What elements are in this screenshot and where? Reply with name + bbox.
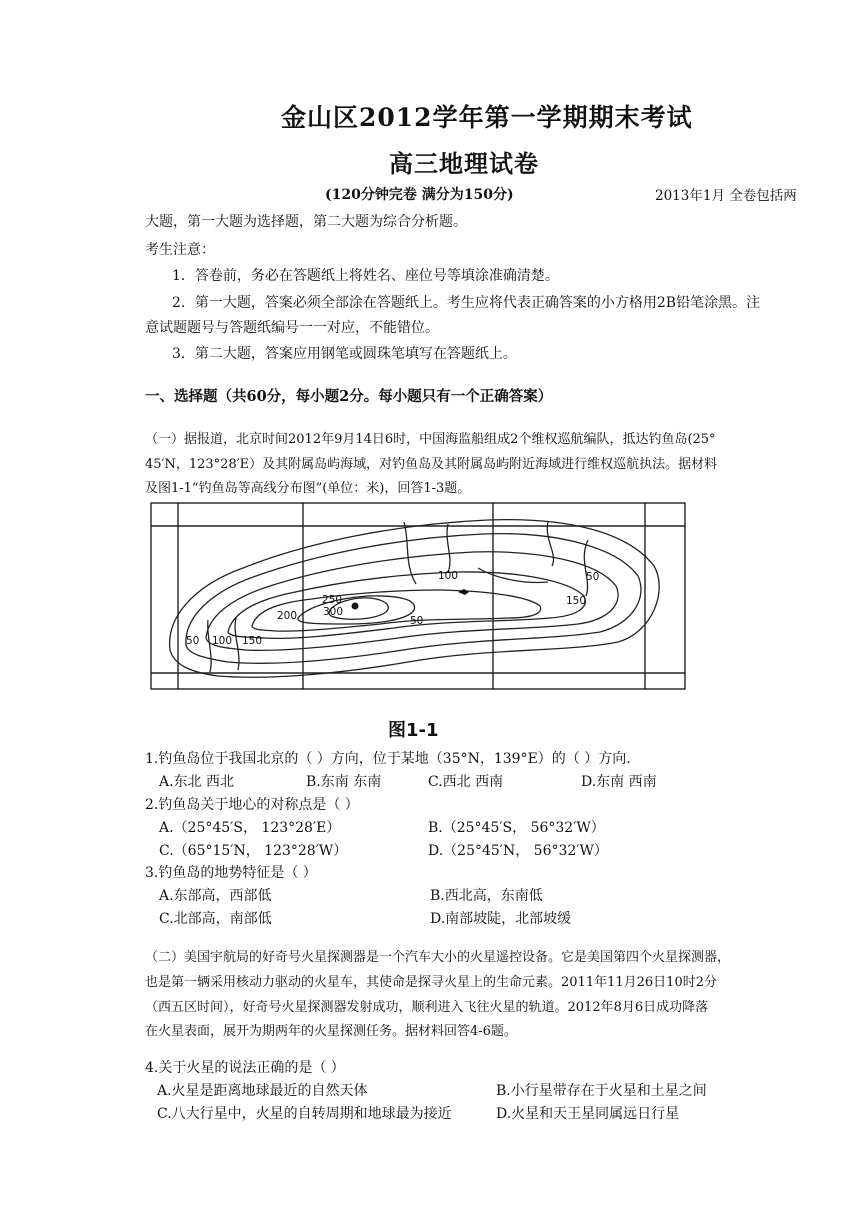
contour-label: 50 [186,635,200,647]
answer-option: D.东南 西南 [581,774,657,790]
notice-item: 2．第一大题，答案必须全部涂在答题纸上。考生应将代表正确答案的小方格用2B铅笔涂黑。注 [172,295,761,311]
passage-line: 45′N，123°28′E）及其附属岛屿海域，对钓鱼岛及其附属岛屿附近海域进行维权巡航执法。据材料 [145,457,718,472]
passage-line: 及图1-1“钓鱼岛等高线分布图”(单位：米)，回答1-3题。 [145,481,471,496]
notice-item: 1．答卷前，务必在答题纸上将姓名、座位号等填涂准确清楚。 [172,268,559,284]
islet-marker [458,589,469,595]
contour-label: 150 [566,595,587,607]
exam-info-continuation: 大题，第一大题为选择题，第二大题为综合分析题。 [145,214,467,230]
passage-line: （西五区时间），好奇号火星探测器发射成功，顺利进入飞往火星的轨道。2012年8月6日成功降落 [145,1000,709,1015]
notice-heading: 考生注意： [145,242,215,258]
contour-label: 100 [438,570,459,582]
exam-title: 金山区2012学年第一学期期末考试 [281,103,693,132]
contour-label: 100 [212,635,233,647]
answer-option: A.东北 西北 [159,774,235,790]
answer-option: C.西北 西南 [428,774,504,790]
answer-option: A.（25°45′S， 123°28′E） [159,820,341,836]
answer-option: A.火星是距离地球最近的自然天体 [157,1083,368,1099]
answer-option: C.八大行星中，火星的自转周期和地球最为接近 [157,1106,452,1122]
contour-label: 150 [242,635,263,647]
answer-option: D.（25°45′N， 56°32′W） [428,843,608,859]
answer-option: C.（65°15′N， 123°28′W） [159,843,348,859]
answer-option: D.南部坡陡，北部坡缓 [430,911,572,927]
map-grid [151,503,685,689]
notice-item: 意试题题号与答题纸编号一一对应，不能错位。 [145,320,439,336]
contour-label: 250 [322,594,343,606]
contour-label: 50 [586,571,600,583]
exam-date-info: 2013年1月 全卷包括两 [655,188,797,204]
answer-option: D.火星和天王星同属远日行星 [496,1106,680,1122]
contour-label: 200 [277,610,298,622]
passage-line: （一）据报道，北京时间2012年9月14日6时，中国海监船组成2个维权巡航编队，抵达钓鱼岛(25° [145,432,716,447]
contour-label: 50 [410,615,424,627]
figure-caption: 图1-1 [388,720,439,741]
notice-item: 3．第二大题，答案应用钢笔或圆珠笔填写在答题纸上。 [172,346,517,362]
answer-option: B.小行星带存在于火星和土星之间 [496,1083,707,1099]
answer-option: B.西北高，东南低 [430,888,543,904]
passage-line: （二）美国宇航局的好奇号火星探测器是一个汽车大小的火星遥控设备。它是美国第四个火星探测器， [145,950,731,965]
contour-map-figure [148,500,688,692]
exam-subtitle: 高三地理试卷 [389,149,539,178]
contour-label: 300 [323,606,344,618]
section-heading: 一、选择题（共60分，每小题2分。每小题只有一个正确答案） [145,388,553,405]
question-stem: 4.关于火星的说法正确的是（ ） [145,1060,345,1076]
passage-line: 也是第一辆采用核动力驱动的火星车，其使命是探寻火星上的生命元素。2011年11月26日10时2分 [145,975,717,990]
question-stem: 3.钓鱼岛的地势特征是（ ） [145,865,317,881]
question-stem: 1.钓鱼岛位于我国北京的（ ）方向，位于某地（35°N，139°E）的（ ）方向. [145,751,631,767]
answer-option: B.（25°45′S， 56°32′W） [428,820,605,836]
answer-option: A.东部高，西部低 [159,888,272,904]
passage-line: 在火星表面，展开为期两年的火星探测任务。据材料回答4-6题。 [145,1024,517,1039]
peak-marker [352,603,359,610]
question-stem: 2.钓鱼岛关于地心的对称点是（ ） [145,797,359,813]
answer-option: B.东南 东南 [306,774,382,790]
answer-option: C.北部高，南部低 [159,911,272,927]
exam-info: (120分钟完卷 满分为150分) [325,187,514,203]
